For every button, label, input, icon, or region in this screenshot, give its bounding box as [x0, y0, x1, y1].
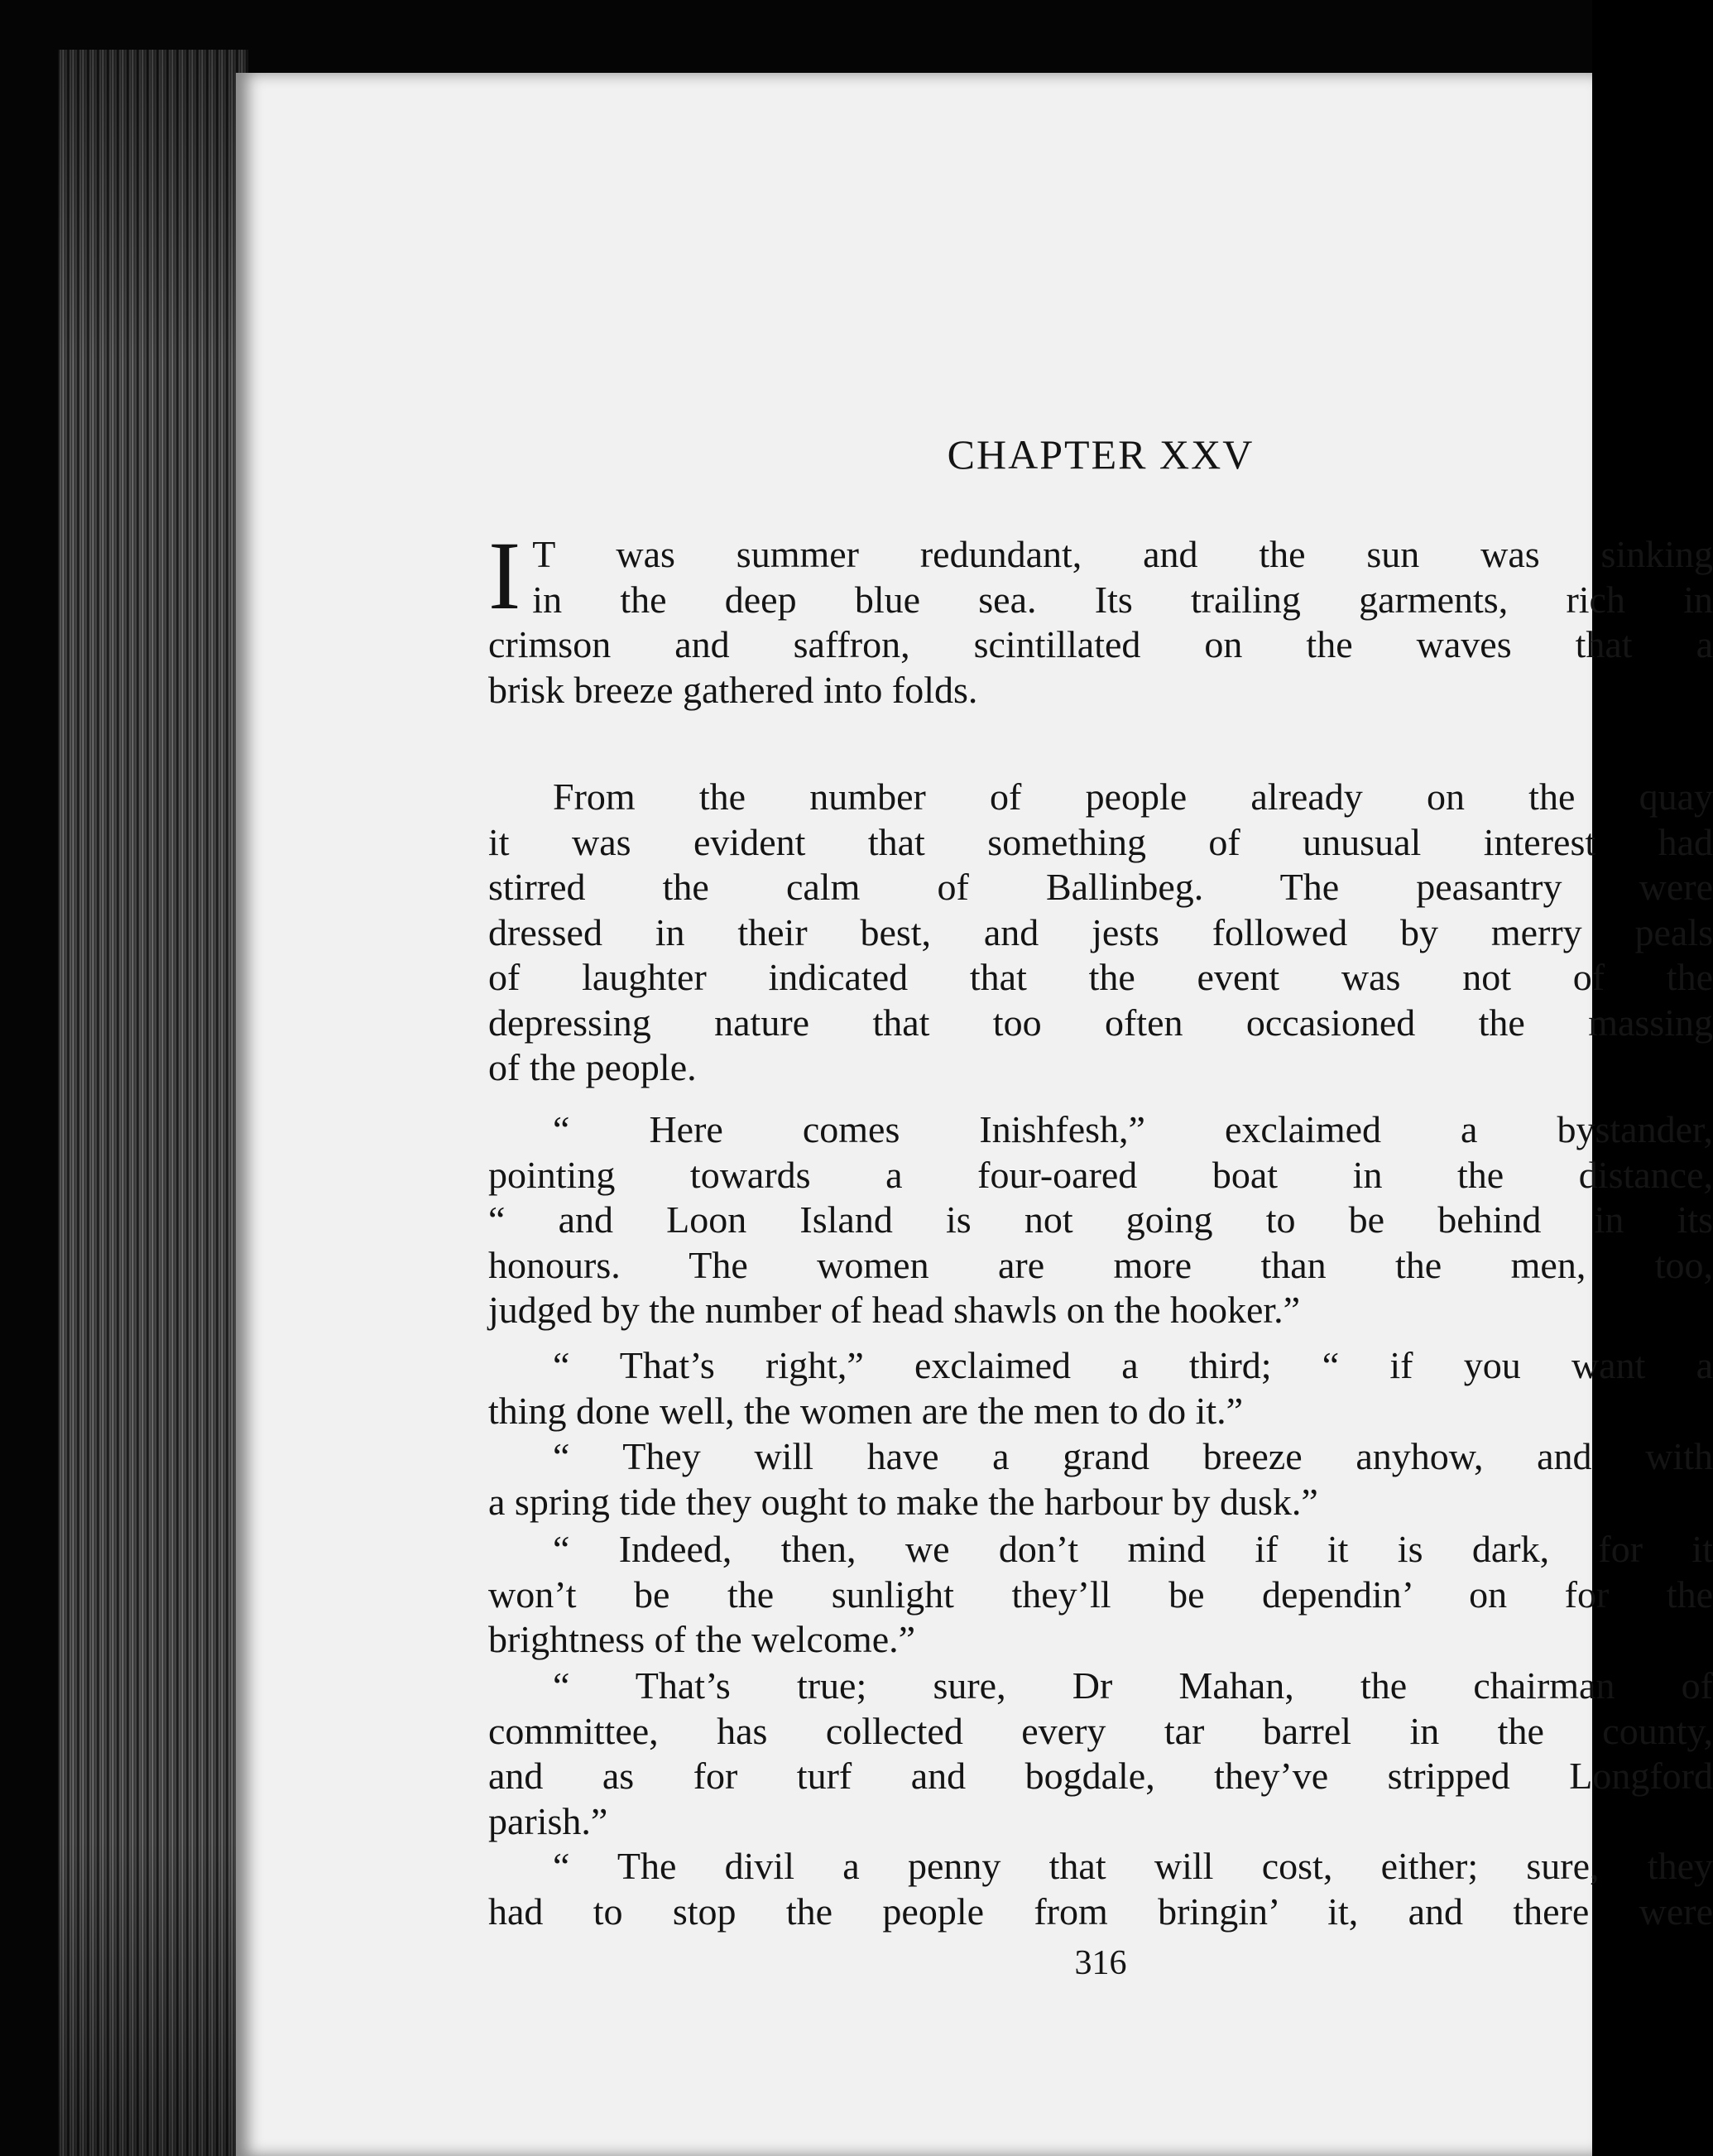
chapter-title: CHAPTER XXV: [947, 431, 1255, 478]
paragraph-8: [488, 1844, 1713, 1934]
text-line: had to stop the people from bringin’ it, and there were: [488, 1890, 1713, 1933]
text-line: judged by the number of head shawls on the hooker.”: [488, 1289, 1301, 1331]
text-line: “ That’s right,” exclaimed a third; “ if you want a: [553, 1344, 1713, 1386]
text-line: brightness of the welcome.”: [488, 1618, 916, 1660]
page-number: 316: [1074, 1944, 1127, 1982]
text-line: “ Here comes Inishfesh,” exclaimed a bystander,: [553, 1108, 1713, 1150]
paragraph-5: [488, 1434, 1713, 1525]
text-line: “ Indeed, then, we don’t mind if it is dark, for it: [553, 1528, 1713, 1570]
text-line: in the deep blue sea. Its trailing garments, rich in: [532, 578, 1713, 621]
paragraph-7: [488, 1664, 1713, 1844]
text-line: dressed in their best, and jests followed by merry peals: [488, 910, 1713, 953]
paragraph-4: [488, 1343, 1713, 1433]
paragraph-3: [488, 1107, 1713, 1333]
text-line: of laughter indicated that the event was not of the: [488, 956, 1713, 998]
text-line: From the number of people already on the quay: [553, 775, 1713, 818]
text-line: it was evident that something of unusual interest had: [488, 820, 1713, 863]
book-page-edges: [58, 50, 248, 2156]
text-line: and as for turf and bogdale, they’ve stripped Longford: [488, 1755, 1713, 1797]
text-line: pointing towards a four-oared boat in the distance,: [488, 1153, 1713, 1196]
text-line: a spring tide they ought to make the harbour by dusk.”: [488, 1480, 1318, 1523]
text-line: brisk breeze gathered into folds.: [488, 668, 978, 711]
text-line: thing done well, the women are the men to do it.”: [488, 1389, 1244, 1432]
book-page: [236, 73, 1713, 2156]
text-line: honours. The women are more than the men, too,: [488, 1243, 1713, 1286]
text-line: T was summer redundant, and the sun was sinking: [532, 533, 1713, 575]
paragraph-2: [488, 775, 1713, 1091]
text-line: “ and Loon Island is not going to be behind in its: [488, 1198, 1713, 1241]
text-line: of the people.: [488, 1046, 697, 1088]
paragraph-6: [488, 1527, 1713, 1663]
text-line: “ That’s true; sure, Dr Mahan, the chairman of: [553, 1664, 1713, 1707]
text-line: depressing nature that too often occasioned the massing: [488, 1001, 1713, 1044]
text-line: committee, has collected every tar barrel in the county,: [488, 1709, 1713, 1752]
text-line: won’t be the sunlight they’ll be dependin’ on for the: [488, 1573, 1713, 1616]
paragraph-1: [488, 521, 1713, 713]
text-line: stirred the calm of Ballinbeg. The peasantry were: [488, 866, 1713, 908]
text-line: crimson and saffron, scintillated on the waves that a: [488, 623, 1713, 665]
text-line: parish.”: [488, 1799, 608, 1842]
drop-cap: I: [488, 521, 521, 630]
text-line: “ The divil a penny that will cost, either; sure, they: [553, 1845, 1713, 1887]
text-line: “ They will have a grand breeze anyhow, and with: [553, 1435, 1713, 1477]
